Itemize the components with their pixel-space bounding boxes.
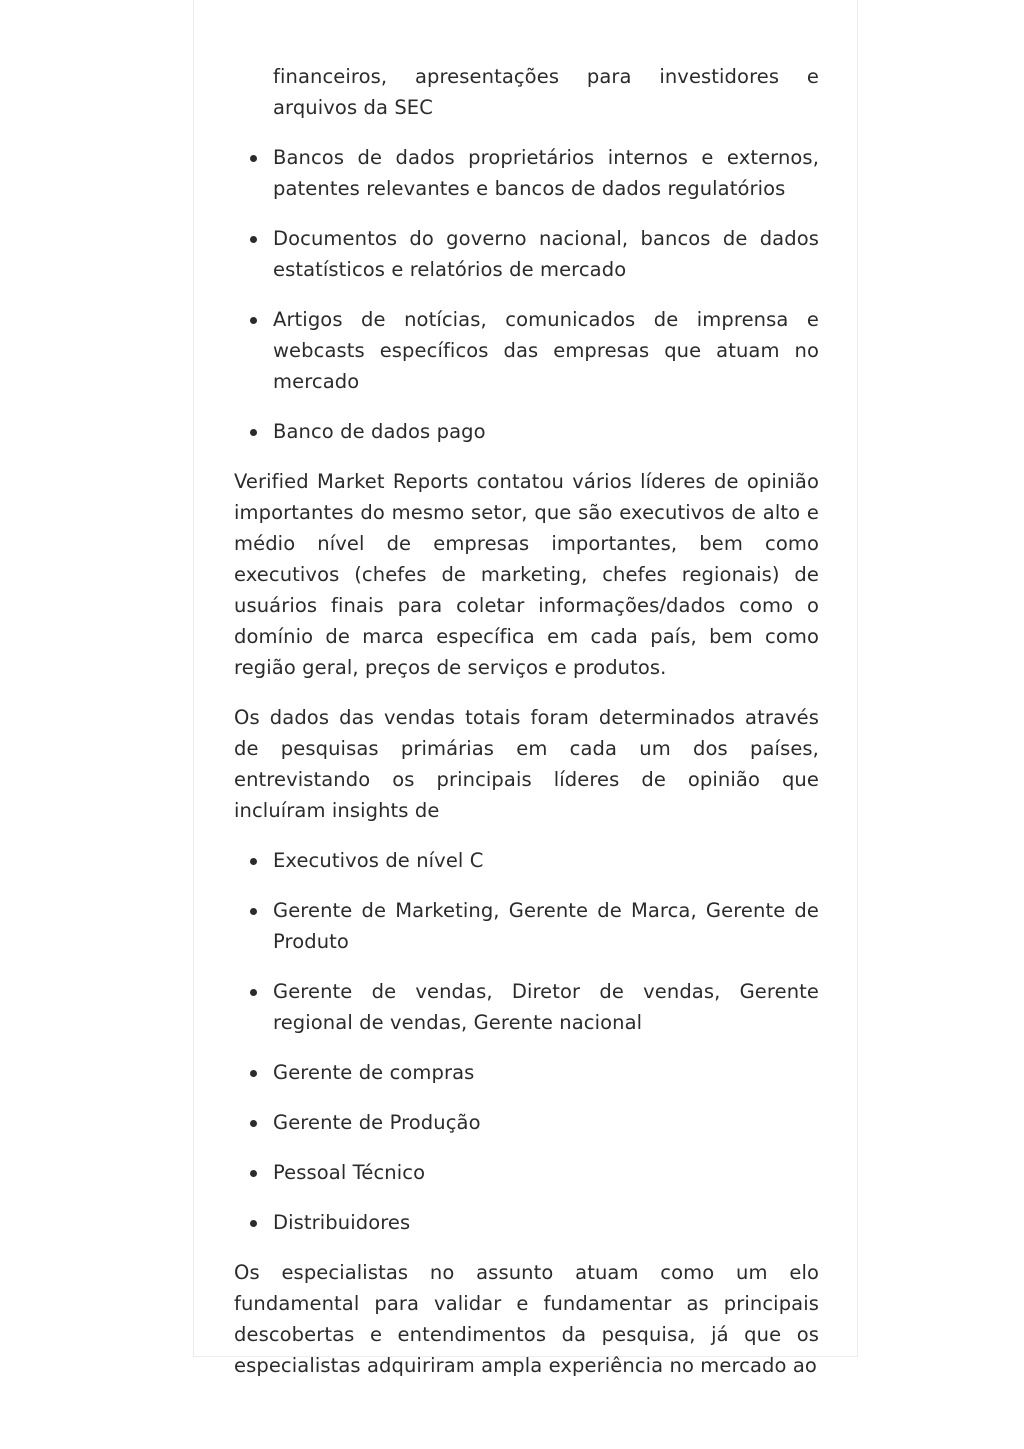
bullet-icon <box>250 989 257 996</box>
bullet-icon <box>250 1120 257 1127</box>
list-item-text: Distribuidores <box>273 1211 411 1234</box>
list-item <box>234 895 819 957</box>
list-item <box>234 1107 819 1138</box>
bullet-icon <box>250 1170 257 1177</box>
interviewees-list <box>234 845 819 1238</box>
list-item-text: Gerente de compras <box>273 1061 475 1084</box>
list-item <box>234 1057 819 1088</box>
list-item-text: Gerente de Produção <box>273 1111 481 1134</box>
list-item <box>234 142 819 204</box>
list-item-text: Documentos do governo nacional, bancos de dados estatísticos e relatórios de mercado <box>273 227 819 281</box>
bullet-icon <box>250 317 257 324</box>
list-item <box>234 976 819 1038</box>
bullet-icon <box>250 1070 257 1077</box>
list-item-text: Artigos de notícias, comunicados de imprensa e webcasts específicos das empresas que atuam no mercado <box>273 308 819 393</box>
list-item-text: Banco de dados pago <box>273 420 486 443</box>
list-item-text: Gerente de vendas, Diretor de vendas, Gerente regional de vendas, Gerente nacional <box>273 980 819 1034</box>
list-item <box>234 1157 819 1188</box>
list-item-text: Bancos de dados proprietários internos e externos, patentes relevantes e bancos de dados regulatórios <box>273 146 819 200</box>
bullet-icon <box>250 858 257 865</box>
document-content <box>234 61 819 1400</box>
list-item <box>234 845 819 876</box>
bullet-icon <box>250 1220 257 1227</box>
list-item-text: Gerente de Marketing, Gerente de Marca, Gerente de Produto <box>273 899 819 953</box>
list-item-text: Pessoal Técnico <box>273 1161 426 1184</box>
paragraph-total-sales: Os dados das vendas totais foram determinados através de pesquisas primárias em cada um dos países, entrevistando os principais líderes de opinião que incluíram insights de <box>234 706 819 822</box>
list-item-text: Executivos de nível C <box>273 849 484 872</box>
bullet-icon <box>250 155 257 162</box>
paragraph-key-opinion-leaders: Verified Market Reports contatou vários líderes de opinião importantes do mesmo setor, que são executivos de alto e médio nível de empresas importantes, bem como executivos (chefes de marketing, chefes regionais) de usuários finais para coletar informações/dados como o domínio de marca específica em cada país, bem como região geral, preços de serviços e produtos. <box>234 470 819 679</box>
bullet-icon <box>250 908 257 915</box>
document-card <box>193 0 858 1377</box>
list-item <box>234 304 819 397</box>
list-item <box>234 1207 819 1238</box>
paragraph-subject-experts: Os especialistas no assunto atuam como um elo fundamental para validar e fundamentar as principais descobertas e entendimentos da pesquisa, já que os especialistas adquiriram ampla experiência no mercado ao <box>234 1261 819 1377</box>
list-item <box>234 223 819 285</box>
list-item <box>234 416 819 447</box>
bullet-icon <box>250 429 257 436</box>
sources-list <box>234 142 819 447</box>
list-item-continuation: financeiros, apresentações para investidores e arquivos da SEC <box>273 65 819 119</box>
bullet-icon <box>250 236 257 243</box>
